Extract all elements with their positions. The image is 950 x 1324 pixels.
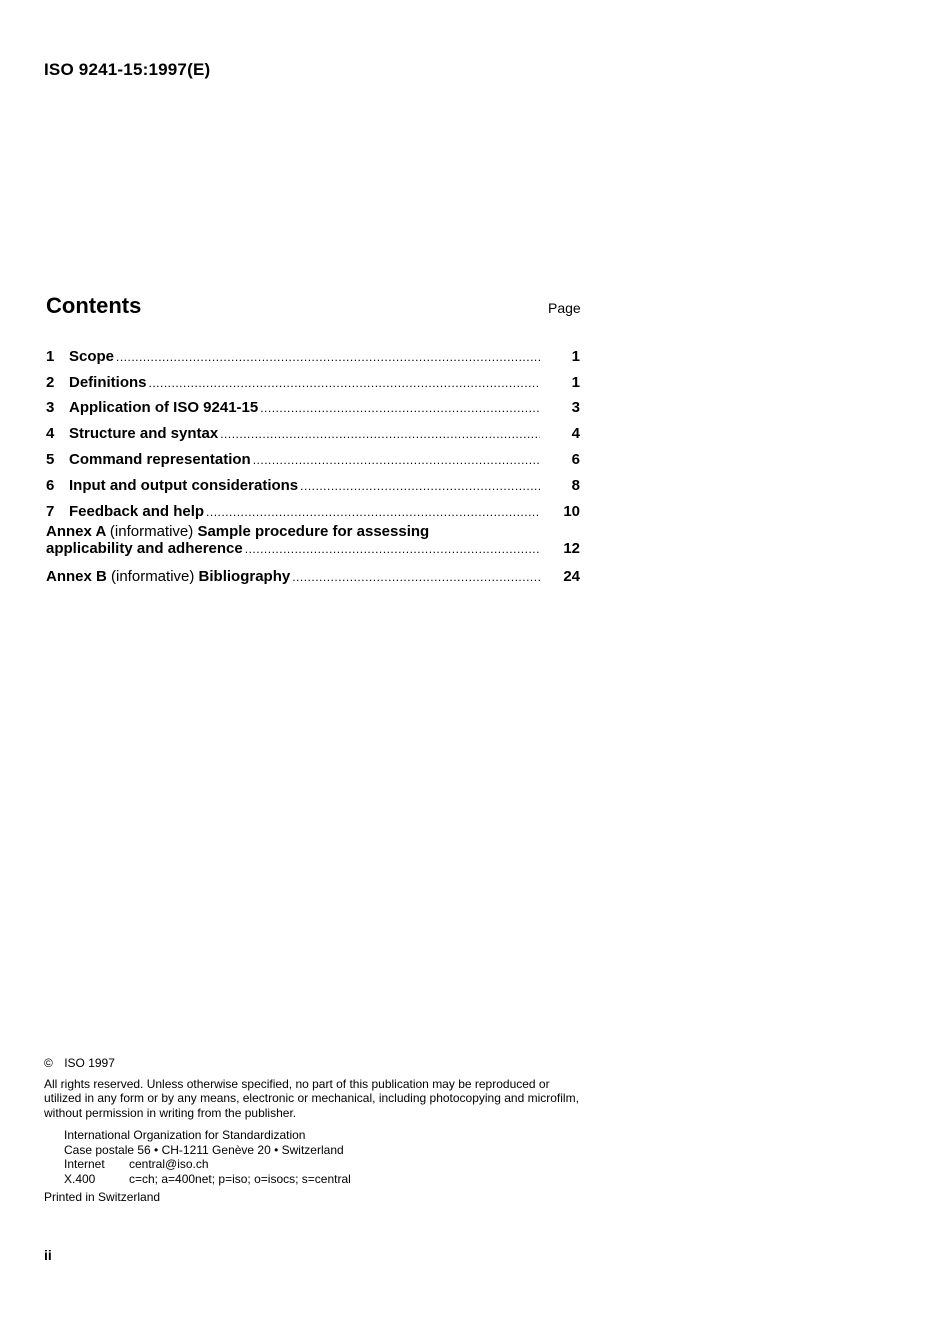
toc-entry-page: 3	[571, 399, 580, 417]
toc-entry-page: 10	[563, 502, 580, 520]
toc-entry-title: Application of ISO 9241-15	[69, 399, 259, 417]
toc-entry-number: 4	[46, 425, 55, 443]
toc-entry-definitions[interactable]	[46, 365, 584, 391]
dot-leader	[116, 350, 540, 365]
annex-title: Bibliography	[198, 568, 291, 586]
toc-entry-annex-a[interactable]	[46, 520, 584, 560]
copyright-year: ISO 1997	[64, 1056, 115, 1070]
toc-entry-title: Structure and syntax	[69, 425, 219, 443]
toc-entry-title: Input and output considerations	[69, 476, 299, 494]
printed-location: Printed in Switzerland	[44, 1190, 161, 1204]
toc-entry-page: 4	[571, 425, 580, 443]
postal-address: Case postale 56 • CH-1211 Genève 20 • Switzerland	[64, 1142, 344, 1157]
toc-entry-structure-syntax[interactable]	[46, 416, 584, 442]
page-column-label: Page	[548, 300, 581, 316]
dot-leader	[149, 376, 541, 391]
x400-address: c=ch; a=400net; p=iso; o=isocs; s=central	[129, 1171, 351, 1186]
internet-label: Internet	[64, 1157, 105, 1171]
dot-leader	[220, 427, 540, 442]
toc-entry-page: 1	[571, 373, 580, 391]
toc-entry-title: Definitions	[69, 373, 147, 391]
rights-statement: All rights reserved. Unless otherwise specified, no part of this publication may be reproduced or utilized in any form or by any means, electronic or mechanical, including photocopying and microfilm, without permission in writing from the publisher.	[44, 1076, 579, 1120]
x400-label: X.400	[64, 1171, 96, 1186]
toc-entry-title: Command representation	[69, 450, 251, 468]
toc-entry-annex-b[interactable]	[46, 560, 584, 586]
toc-entry-title: Scope	[69, 347, 115, 365]
annex-label: Annex B	[46, 568, 107, 586]
dot-leader	[300, 479, 540, 494]
annex-label: Annex A	[46, 522, 106, 540]
contents-heading: Contents	[46, 293, 142, 318]
toc-entry-scope[interactable]	[46, 339, 584, 365]
table-of-contents	[46, 339, 584, 585]
toc-entry-command-representation[interactable]	[46, 442, 584, 468]
toc-entry-feedback-help[interactable]	[46, 494, 584, 520]
internet-email-link[interactable]: central@iso.ch	[129, 1157, 209, 1171]
annex-title-line1: Sample procedure for assessing	[197, 522, 430, 540]
dot-leader	[292, 570, 540, 585]
annex-type: (informative)	[109, 522, 194, 540]
annex-type: (informative)	[111, 568, 195, 586]
toc-entry-number: 7	[46, 502, 55, 520]
toc-entry-page: 8	[571, 476, 580, 494]
annex-title-line2: applicability and adherence	[46, 539, 243, 557]
toc-entry-application[interactable]	[46, 391, 584, 417]
document-identifier: ISO 9241-15:1997(E)	[44, 60, 211, 79]
page-number: ii	[44, 1247, 52, 1263]
toc-entry-number: 2	[46, 373, 55, 391]
toc-entry-page: 1	[571, 347, 580, 365]
copyright-block	[44, 1056, 589, 1205]
toc-entry-page: 24	[563, 568, 580, 586]
toc-entry-input-output[interactable]	[46, 468, 584, 494]
toc-entry-page: 6	[571, 450, 580, 468]
org-name: International Organization for Standardization	[64, 1128, 306, 1142]
toc-entry-number: 1	[46, 347, 55, 365]
dot-leader	[206, 505, 540, 520]
toc-entry-number: 6	[46, 476, 55, 494]
toc-entry-title: Feedback and help	[69, 502, 205, 520]
toc-entry-number: 3	[46, 399, 55, 417]
dot-leader	[260, 401, 540, 416]
publisher-address	[44, 1128, 589, 1186]
toc-entry-page: 12	[563, 539, 580, 557]
dot-leader	[245, 542, 540, 557]
copyright-icon: ©	[44, 1056, 53, 1070]
toc-entry-number: 5	[46, 450, 55, 468]
dot-leader	[253, 453, 540, 468]
